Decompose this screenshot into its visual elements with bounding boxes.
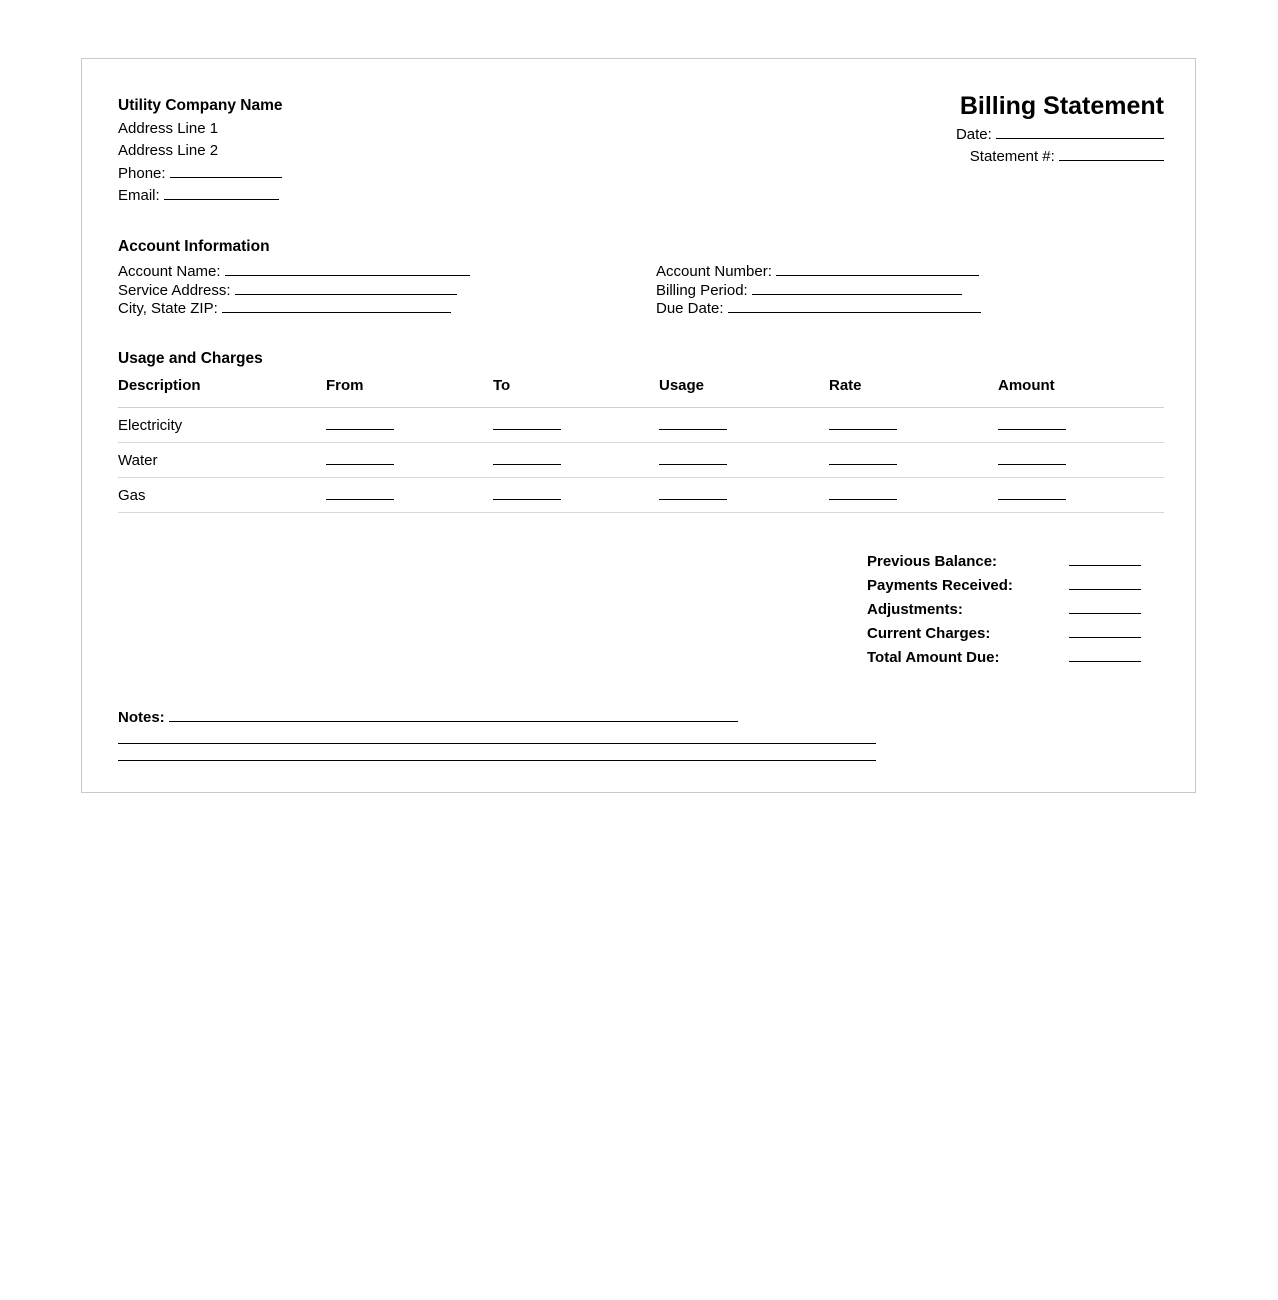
adjustments-row (867, 601, 1141, 625)
payments-received-row (867, 577, 1141, 601)
amount-blank-field (998, 417, 1066, 430)
statement-number-label: Statement #: (969, 147, 1055, 165)
email-label: Email: (118, 187, 160, 204)
from-blank-field (326, 487, 394, 500)
amount-blank-field (998, 452, 1066, 465)
city-state-zip-blank-field (222, 300, 451, 313)
from-blank-field (326, 452, 394, 465)
notes-blank-line (118, 726, 876, 744)
statement-number-row (956, 146, 1164, 168)
payments-received-label: Payments Received: (867, 577, 1013, 594)
company-header (118, 95, 283, 208)
phone-blank-field (170, 165, 282, 178)
account-name-blank-field (225, 263, 470, 276)
city-state-zip-row (118, 300, 470, 319)
usage-blank-field (659, 487, 727, 500)
total-amount-due-blank-field (1069, 649, 1141, 662)
row-description: Gas (118, 486, 146, 504)
row-description: Water (118, 451, 158, 469)
notes-row (118, 709, 876, 726)
notes-blank-field (169, 709, 738, 722)
company-address-line-1: Address Line 1 (118, 119, 219, 137)
notes-blank-line (118, 744, 876, 762)
account-info-left-column (118, 263, 470, 319)
to-blank-field (493, 452, 561, 465)
company-phone-row (118, 163, 283, 186)
current-charges-row (867, 625, 1141, 649)
table-header-row (118, 377, 1164, 408)
phone-label: Phone: (118, 164, 166, 182)
rate-blank-field (829, 417, 897, 430)
rate-blank-field (829, 487, 897, 500)
usage-blank-field (659, 417, 727, 430)
previous-balance-row (867, 553, 1141, 577)
statement-number-blank-field (1059, 148, 1164, 161)
to-blank-field (493, 487, 561, 500)
column-header-amount: Amount (998, 377, 1055, 394)
date-label: Date: (955, 126, 992, 143)
billing-period-row (656, 282, 981, 301)
previous-balance-blank-field (1069, 553, 1141, 566)
company-address-line-2: Address Line 2 (118, 142, 219, 159)
service-address-row (118, 282, 470, 301)
account-info-right-column (656, 263, 981, 319)
total-amount-due-row (867, 649, 1141, 673)
account-number-row (656, 263, 981, 282)
to-blank-field (493, 417, 561, 430)
from-blank-field (326, 417, 394, 430)
notes-section (118, 709, 876, 761)
due-date-row (656, 300, 981, 319)
document-title: Billing Statement (959, 92, 1164, 120)
rate-blank-field (829, 452, 897, 465)
table-row-gas (118, 478, 1164, 513)
account-number-blank-field (776, 263, 979, 276)
billing-period-blank-field (752, 282, 962, 295)
service-address-blank-field (235, 282, 457, 295)
due-date-blank-field (728, 300, 981, 313)
date-blank-field (996, 126, 1164, 139)
company-name: Utility Company Name (118, 97, 283, 114)
adjustments-blank-field (1069, 601, 1141, 614)
statement-date-row (956, 124, 1164, 146)
row-description: Electricity (118, 416, 183, 434)
statement-header (956, 91, 1164, 167)
usage-and-charges-heading: Usage and Charges (118, 350, 263, 367)
table-row-electricity (118, 408, 1164, 443)
service-address-label: Service Address: (118, 281, 231, 299)
current-charges-label: Current Charges: (867, 625, 991, 642)
adjustments-label: Adjustments: (867, 601, 963, 618)
city-state-zip-label: City, State ZIP: (118, 300, 218, 318)
current-charges-blank-field (1069, 625, 1141, 638)
column-header-usage: Usage (659, 377, 705, 394)
account-name-label: Account Name: (118, 263, 221, 280)
usage-charges-table (118, 377, 1164, 513)
column-header-from: From (326, 377, 364, 394)
total-amount-due-label: Total Amount Due: (867, 649, 1000, 666)
column-header-to: To (493, 377, 511, 394)
account-name-row (118, 263, 470, 282)
column-header-rate: Rate (829, 377, 862, 394)
billing-period-label: Billing Period: (656, 281, 748, 299)
previous-balance-label: Previous Balance: (867, 553, 998, 570)
column-header-description: Description (118, 377, 201, 394)
summary-totals (867, 553, 1141, 673)
billing-statement-page (81, 58, 1196, 793)
due-date-label: Due Date: (656, 300, 724, 318)
notes-label: Notes: (118, 709, 165, 726)
table-row-water (118, 443, 1164, 478)
email-blank-field (164, 187, 279, 200)
account-information-heading: Account Information (118, 238, 270, 255)
usage-blank-field (659, 452, 727, 465)
amount-blank-field (998, 487, 1066, 500)
payments-received-blank-field (1069, 577, 1141, 590)
account-number-label: Account Number: (656, 263, 772, 280)
company-email-row (118, 185, 283, 208)
